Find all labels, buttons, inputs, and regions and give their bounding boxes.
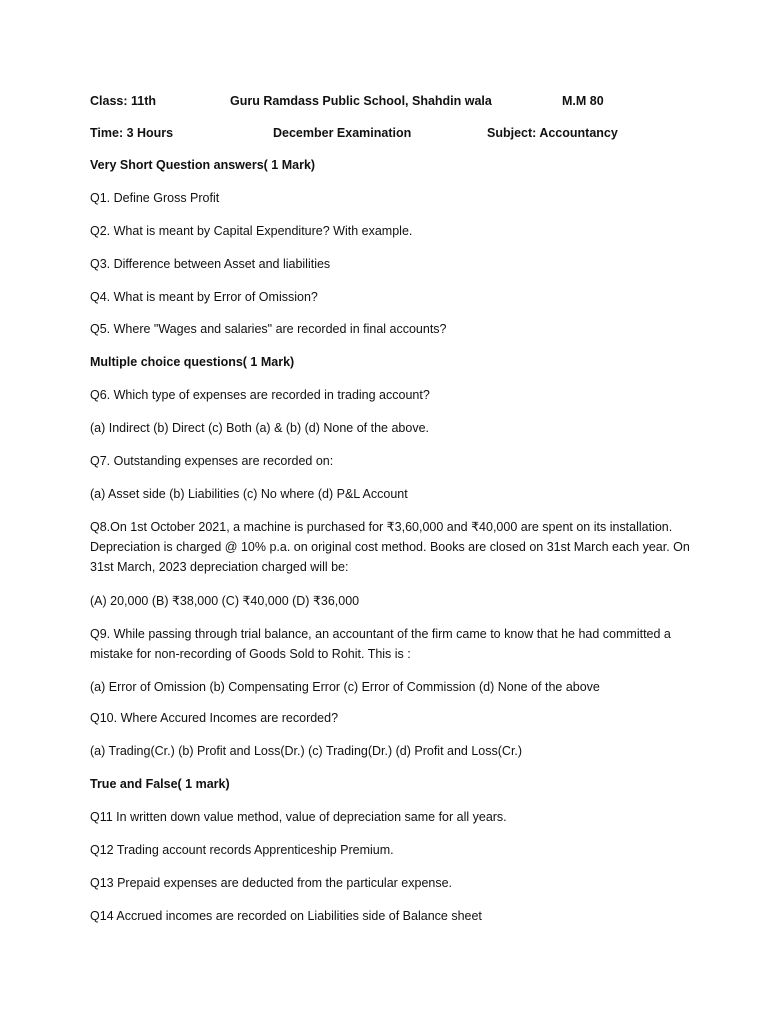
section-heading-mcq: Multiple choice questions( 1 Mark) (90, 355, 295, 369)
section-heading-true-false: True and False( 1 mark) (90, 777, 230, 791)
question-8-options: (A) 20,000 (B) ₹38,000 (C) ₹40,000 (D) ₹36,000 (90, 594, 360, 608)
time-label: Time: 3 Hours (90, 126, 174, 140)
header-row-2 (0, 126, 768, 144)
question-7: Q7. Outstanding expenses are recorded on: (90, 454, 334, 468)
question-7-options: (a) Asset side (b) Liabilities (c) No where (d) P&L Account (90, 487, 408, 501)
question-14: Q14 Accrued incomes are recorded on Liabilities side of Balance sheet (90, 909, 482, 923)
max-marks: M.M 80 (562, 94, 604, 108)
question-6: Q6. Which type of expenses are recorded in trading account? (90, 388, 430, 402)
section-heading-very-short: Very Short Question answers( 1 Mark) (90, 158, 316, 172)
question-13: Q13 Prepaid expenses are deducted from the particular expense. (90, 876, 453, 890)
question-12: Q12 Trading account records Apprenticeship Premium. (90, 843, 394, 857)
question-6-options: (a) Indirect (b) Direct (c) Both (a) & (b) (d) None of the above. (90, 421, 430, 435)
subject-label: Subject: Accountancy (487, 126, 618, 140)
school-name: Guru Ramdass Public School, Shahdin wala (230, 94, 492, 108)
class-label: Class: 11th (90, 94, 157, 108)
question-1: Q1. Define Gross Profit (90, 191, 220, 205)
question-10: Q10. Where Accured Incomes are recorded? (90, 711, 339, 725)
question-8: Q8.On 1st October 2021, a machine is purchased for ₹3,60,000 and ₹40,000 are spent on its installation. Depreciation is charged @ 10% p.a. on original cost method. Books are closed on 31st March each year. On 31st March, 2023 depreciation charged will be: (90, 520, 690, 574)
question-4: Q4. What is meant by Error of Omission? (90, 290, 318, 304)
question-2: Q2. What is meant by Capital Expenditure? With example. (90, 224, 413, 238)
exam-name: December Examination (273, 126, 412, 140)
header-row-1 (0, 94, 768, 112)
question-5: Q5. Where "Wages and salaries" are recorded in final accounts? (90, 322, 447, 336)
question-9-options: (a) Error of Omission (b) Compensating Error (c) Error of Commission (d) None of the above (90, 680, 600, 694)
question-11: Q11 In written down value method, value of depreciation same for all years. (90, 810, 507, 824)
question-3: Q3. Difference between Asset and liabilities (90, 257, 331, 271)
question-10-options: (a) Trading(Cr.) (b) Profit and Loss(Dr.) (c) Trading(Dr.) (d) Profit and Loss(Cr.) (90, 744, 523, 758)
question-9: Q9. While passing through trial balance, an accountant of the firm came to know that he had committed a mistake for non-recording of Goods Sold to Rohit. This is : (90, 627, 671, 661)
